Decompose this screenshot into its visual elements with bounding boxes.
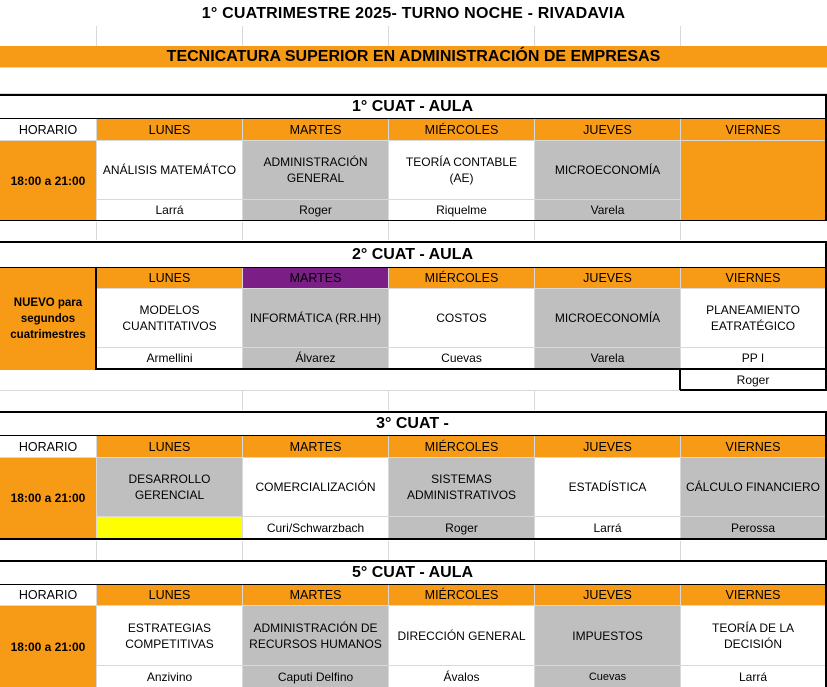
teacher-cell: PP I — [681, 348, 825, 368]
teacher-cell: Anzivino — [97, 666, 242, 687]
teacher-cell: Ávalos — [389, 666, 534, 687]
subject-cell: INFORMÁTICA (RR.HH) — [243, 289, 388, 347]
subject-cell: SISTEMAS ADMINISTRATIVOS — [389, 458, 534, 516]
day-header-viernes: VIERNES — [681, 268, 825, 288]
page-title: 1° CUATRIMESTRE 2025- TURNO NOCHE - RIVADAVIA — [201, 5, 626, 22]
day-header-miercoles: MIÉRCOLES — [389, 119, 534, 140]
teacher-cell: Larrá — [681, 666, 825, 687]
teacher-cell: Caputi Delfino — [243, 666, 388, 687]
day-header-martes: MARTES — [243, 436, 388, 457]
time-slot: 18:00 a 21:00 — [0, 141, 96, 220]
day-header-lunes: LUNES — [97, 585, 242, 605]
teacher-cell: Roger — [389, 517, 534, 538]
horario-header: HORARIO — [0, 436, 96, 457]
teacher-cell: Varela — [535, 200, 680, 220]
subject-cell: ADMINISTRACIÓN DE RECURSOS HUMANOS — [243, 606, 388, 665]
day-header-lunes: LUNES — [97, 119, 242, 140]
day-header-viernes: VIERNES — [681, 119, 825, 140]
day-header-martes: MARTES — [243, 585, 388, 605]
teacher-cell: Álvarez — [243, 348, 388, 368]
subject-cell: TEORÍA DE LA DECISIÓN — [681, 606, 825, 665]
teacher-cell: Armellini — [97, 348, 242, 368]
day-header-viernes: VIERNES — [681, 585, 825, 605]
section-3-title: 3° CUAT - — [376, 415, 449, 432]
subject-cell: MODELOS CUANTITATIVOS — [97, 289, 242, 347]
day-header-jueves: JUEVES — [535, 585, 680, 605]
day-header-miercoles: MIÉRCOLES — [389, 585, 534, 605]
subject-cell: ESTRATEGIAS COMPETITIVAS — [97, 606, 242, 665]
subject-cell: ESTADÍSTICA — [535, 458, 680, 516]
teacher-cell: Perossa — [681, 517, 825, 538]
day-header-jueves: JUEVES — [535, 436, 680, 457]
day-header-lunes: LUNES — [97, 268, 242, 288]
time-slot: 18:00 a 21:00 — [0, 606, 96, 687]
subject-cell: COSTOS — [389, 289, 534, 347]
subject-cell: ANÁLISIS MATEMÁTCO — [97, 141, 242, 199]
side-note-new: NUEVO para segundos cuatrimestres — [0, 268, 96, 370]
teacher-cell: Cuevas — [535, 666, 680, 687]
subject-cell: MICROECONOMÍA — [535, 141, 680, 199]
day-header-martes: MARTES — [243, 268, 388, 288]
teacher-cell: Cuevas — [389, 348, 534, 368]
teacher-cell-empty — [97, 517, 242, 538]
subject-cell: ADMINISTRACIÓN GENERAL — [243, 141, 388, 199]
subject-cell-empty — [681, 141, 825, 220]
subject-cell: TEORÍA CONTABLE (AE) — [389, 141, 534, 199]
horario-header: HORARIO — [0, 119, 96, 140]
day-header-martes: MARTES — [243, 119, 388, 140]
subject-cell: DESARROLLO GERENCIAL — [97, 458, 242, 516]
teacher-cell: Roger — [243, 200, 388, 220]
teacher-cell: Varela — [535, 348, 680, 368]
teacher-cell: Riquelme — [389, 200, 534, 220]
teacher-cell: Larrá — [97, 200, 242, 220]
teacher-cell-extra: Roger — [681, 370, 825, 389]
subject-cell: CÁLCULO FINANCIERO — [681, 458, 825, 516]
day-header-viernes: VIERNES — [681, 436, 825, 457]
day-header-lunes: LUNES — [97, 436, 242, 457]
subject-cell: COMERCIALIZACIÓN — [243, 458, 388, 516]
day-header-miercoles: MIÉRCOLES — [389, 268, 534, 288]
subject-cell: MICROECONOMÍA — [535, 289, 680, 347]
subject-cell: IMPUESTOS — [535, 606, 680, 665]
teacher-cell: Curi/Schwarzbach — [243, 517, 388, 538]
subject-cell: PLANEAMIENTO EATRATÉGICO — [681, 289, 825, 347]
day-header-jueves: JUEVES — [535, 268, 680, 288]
section-2-title: 2° CUAT - AULA — [351, 246, 474, 263]
subject-cell: DIRECCIÓN GENERAL — [389, 606, 534, 665]
horario-header: HORARIO — [0, 585, 96, 605]
time-slot: 18:00 a 21:00 — [0, 458, 96, 538]
day-header-jueves: JUEVES — [535, 119, 680, 140]
program-banner: TECNICATURA SUPERIOR EN ADMINISTRACIÓN DE EMPRESAS — [0, 46, 827, 67]
section-5-title: 5° CUAT - AULA — [351, 564, 474, 581]
day-header-miercoles: MIÉRCOLES — [389, 436, 534, 457]
teacher-cell: Larrá — [535, 517, 680, 538]
section-1-title: 1° CUAT - AULA — [351, 98, 474, 115]
